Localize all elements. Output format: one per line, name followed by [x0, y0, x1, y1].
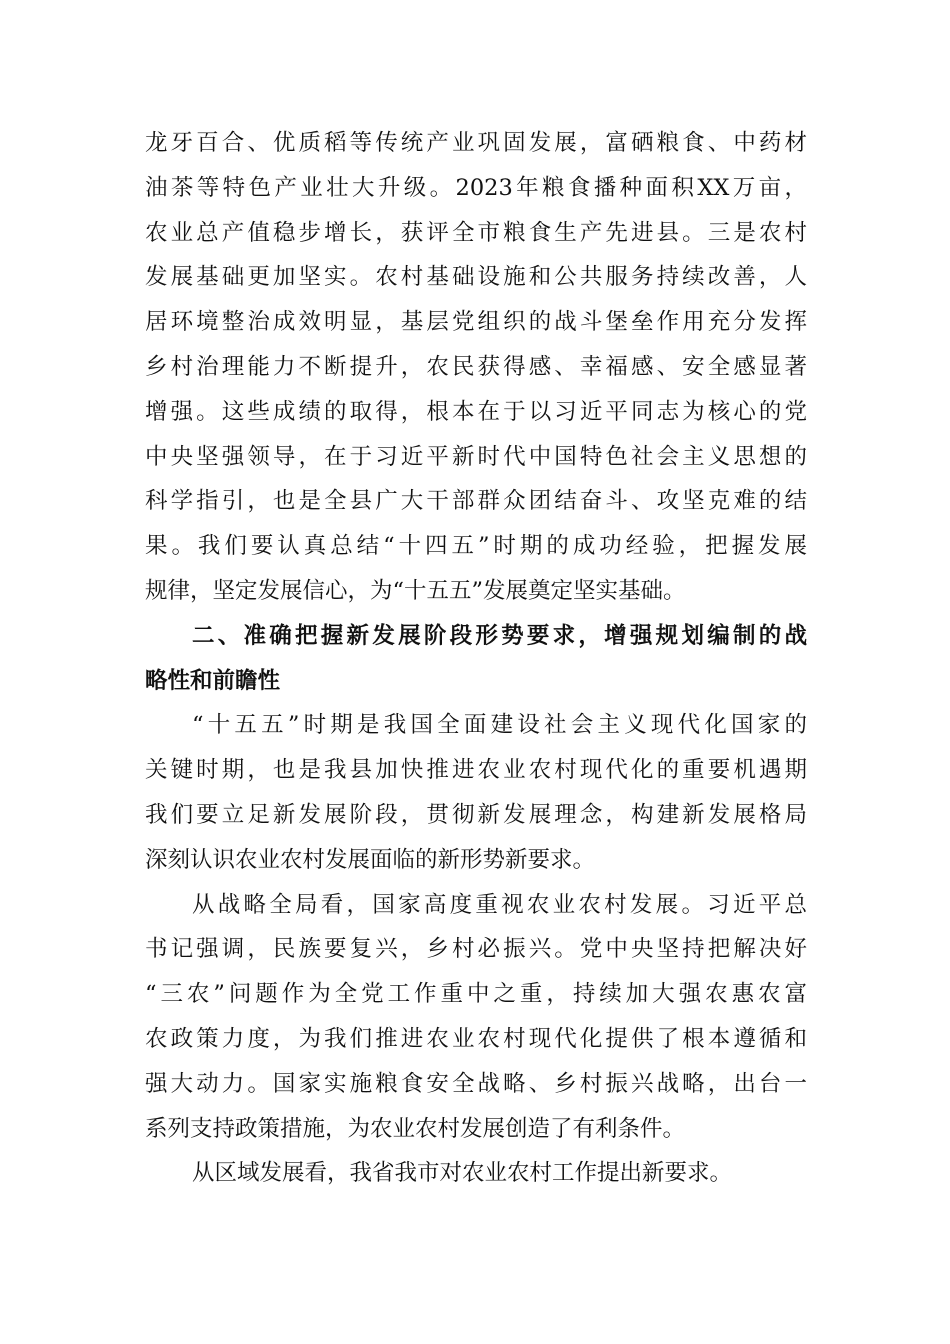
text-line: 农政策力度，为我们推进农业农村现代化提供了根本遵循和: [145, 1025, 807, 1052]
text-line: 二、准确把握新发展阶段形势要求，增强规划编制的战: [192, 622, 807, 649]
paragraph: [145, 883, 807, 1152]
text-line: 油茶等特色产业壮大升级。2023年粮食播种面积XX万亩，: [145, 174, 807, 201]
text-line: “三农”问题作为全党工作重中之重，持续加大强农惠农富: [145, 981, 807, 1008]
text-line: 规律，坚定发展信心，为“十五五”发展奠定坚实基础。: [145, 577, 686, 604]
text-line: 强大动力。国家实施粮食安全战略、乡村振兴战略，出台一: [145, 1070, 807, 1097]
text-line: 发展基础更加坚实。农村基础设施和公共服务持续改善，人: [145, 264, 807, 291]
section-heading: [145, 614, 807, 704]
paragraph: [145, 703, 807, 882]
text-line: 增强。这些成绩的取得，根本在于以习近平同志为核心的党: [145, 398, 807, 425]
paragraph: [145, 1151, 807, 1196]
text-line: 农业总产值稳步增长，获评全市粮食生产先进县。三是农村: [145, 219, 807, 246]
text-line: 从区域发展看，我省我市对农业农村工作提出新要求。: [192, 1160, 733, 1187]
text-line: 书记强调，民族要复兴，乡村必振兴。党中央坚持把解决好: [145, 936, 807, 963]
text-line: 深刻认识农业农村发展面临的新形势新要求。: [145, 846, 596, 873]
text-line: 从战略全局看，国家高度重视农业农村发展。习近平总: [192, 891, 807, 918]
text-line: 果。我们要认真总结“十四五”时期的成功经验，把握发展: [145, 533, 807, 560]
text-line: 我们要立足新发展阶段，贯彻新发展理念，构建新发展格局: [145, 801, 807, 828]
document-page: [145, 121, 807, 1196]
text-line: 系列支持政策措施，为农业农村发展创造了有利条件。: [145, 1115, 686, 1142]
text-line: 关键时期，也是我县加快推进农业农村现代化的重要机遇期: [145, 757, 807, 784]
paragraph: [145, 121, 807, 614]
text-line: 略性和前瞻性: [145, 667, 281, 694]
text-line: 乡村治理能力不断提升，农民获得感、幸福感、安全感显著: [145, 353, 807, 380]
text-line: “十五五”时期是我国全面建设社会主义现代化国家的: [192, 712, 807, 739]
text-line: 中央坚强领导，在于习近平新时代中国特色社会主义思想的: [145, 443, 807, 470]
text-line: 居环境整治成效明显，基层党组织的战斗堡垒作用充分发挥: [145, 309, 807, 336]
text-line: 龙牙百合、优质稻等传统产业巩固发展，富硒粮食、中药材: [145, 130, 807, 156]
text-line: 科学指引，也是全县广大干部群众团结奋斗、攻坚克难的结: [145, 488, 807, 515]
